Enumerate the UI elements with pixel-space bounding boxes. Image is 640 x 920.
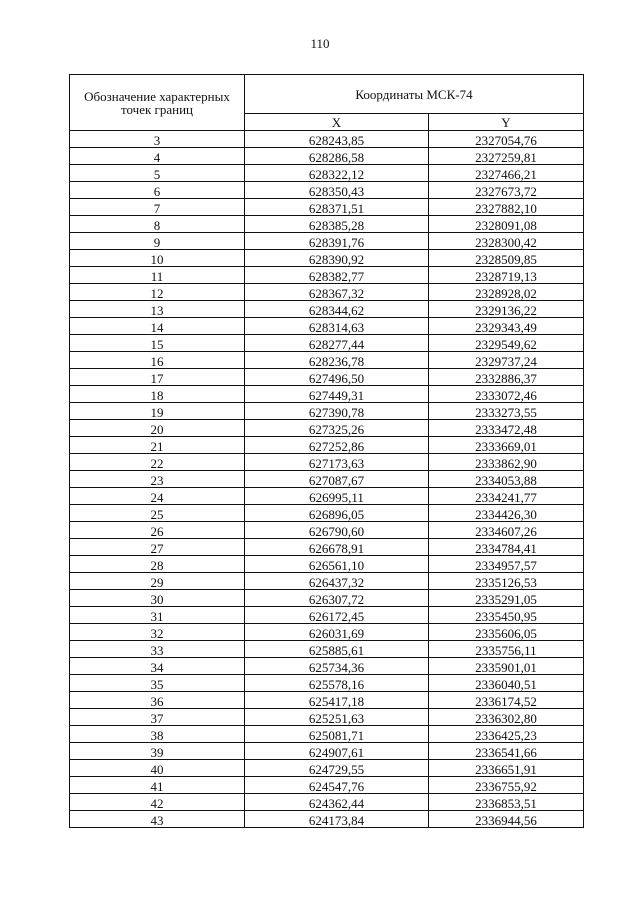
point-id-cell: 37	[70, 709, 245, 726]
table-row	[70, 454, 584, 471]
point-id-cell: 10	[70, 250, 245, 267]
y-coordinate-cell: 2333072,46	[429, 386, 584, 403]
y-coordinate-cell: 2336651,91	[429, 760, 584, 777]
table-row	[70, 403, 584, 420]
y-coordinate-cell: 2333862,90	[429, 454, 584, 471]
table-row	[70, 743, 584, 760]
y-coordinate-cell: 2336944,56	[429, 811, 584, 828]
y-coordinate-cell: 2327673,72	[429, 182, 584, 199]
x-coordinate-cell: 626995,11	[245, 488, 429, 505]
header-x: X	[245, 114, 429, 131]
y-coordinate-cell: 2327259,81	[429, 148, 584, 165]
x-coordinate-cell: 628350,43	[245, 182, 429, 199]
table-row	[70, 641, 584, 658]
table-row	[70, 675, 584, 692]
y-coordinate-cell: 2336541,66	[429, 743, 584, 760]
table-row	[70, 624, 584, 641]
x-coordinate-cell: 624547,76	[245, 777, 429, 794]
point-id-cell: 25	[70, 505, 245, 522]
point-id-cell: 4	[70, 148, 245, 165]
table-row	[70, 284, 584, 301]
point-id-cell: 5	[70, 165, 245, 182]
point-id-cell: 3	[70, 131, 245, 148]
table-row	[70, 658, 584, 675]
y-coordinate-cell: 2329549,62	[429, 335, 584, 352]
y-coordinate-cell: 2327466,21	[429, 165, 584, 182]
table-row	[70, 386, 584, 403]
point-id-cell: 11	[70, 267, 245, 284]
y-coordinate-cell: 2328300,42	[429, 233, 584, 250]
y-coordinate-cell: 2335450,95	[429, 607, 584, 624]
x-coordinate-cell: 624173,84	[245, 811, 429, 828]
point-id-cell: 9	[70, 233, 245, 250]
x-coordinate-cell: 625081,71	[245, 726, 429, 743]
table-row	[70, 165, 584, 182]
x-coordinate-cell: 625417,18	[245, 692, 429, 709]
point-id-cell: 31	[70, 607, 245, 624]
x-coordinate-cell: 627252,86	[245, 437, 429, 454]
point-id-cell: 41	[70, 777, 245, 794]
x-coordinate-cell: 627390,78	[245, 403, 429, 420]
point-id-cell: 39	[70, 743, 245, 760]
table-body	[70, 131, 584, 828]
x-coordinate-cell: 626896,05	[245, 505, 429, 522]
table-row	[70, 216, 584, 233]
x-coordinate-cell: 625885,61	[245, 641, 429, 658]
table-row	[70, 556, 584, 573]
x-coordinate-cell: 626172,45	[245, 607, 429, 624]
y-coordinate-cell: 2327054,76	[429, 131, 584, 148]
y-coordinate-cell: 2329343,49	[429, 318, 584, 335]
y-coordinate-cell: 2329136,22	[429, 301, 584, 318]
x-coordinate-cell: 628367,32	[245, 284, 429, 301]
x-coordinate-cell: 624362,44	[245, 794, 429, 811]
table-row	[70, 233, 584, 250]
y-coordinate-cell: 2333472,48	[429, 420, 584, 437]
x-coordinate-cell: 624907,61	[245, 743, 429, 760]
y-coordinate-cell: 2335126,53	[429, 573, 584, 590]
page-number: 110	[310, 36, 330, 51]
point-id-cell: 17	[70, 369, 245, 386]
y-coordinate-cell: 2336755,92	[429, 777, 584, 794]
y-coordinate-cell: 2332886,37	[429, 369, 584, 386]
x-coordinate-cell: 628344,62	[245, 301, 429, 318]
table-row	[70, 811, 584, 828]
x-coordinate-cell: 628236,78	[245, 352, 429, 369]
x-coordinate-cell: 628243,85	[245, 131, 429, 148]
point-id-cell: 29	[70, 573, 245, 590]
point-id-cell: 40	[70, 760, 245, 777]
point-id-cell: 24	[70, 488, 245, 505]
y-coordinate-cell: 2336040,51	[429, 675, 584, 692]
point-id-cell: 30	[70, 590, 245, 607]
table-row	[70, 131, 584, 148]
table-row	[70, 539, 584, 556]
y-coordinate-cell: 2333273,55	[429, 403, 584, 420]
x-coordinate-cell: 628277,44	[245, 335, 429, 352]
y-coordinate-cell: 2336174,52	[429, 692, 584, 709]
point-id-cell: 36	[70, 692, 245, 709]
point-id-cell: 34	[70, 658, 245, 675]
table-row	[70, 692, 584, 709]
y-coordinate-cell: 2334607,26	[429, 522, 584, 539]
x-coordinate-cell: 626437,32	[245, 573, 429, 590]
table-row	[70, 318, 584, 335]
point-id-cell: 16	[70, 352, 245, 369]
x-coordinate-cell: 628382,77	[245, 267, 429, 284]
table-row	[70, 420, 584, 437]
y-coordinate-cell: 2334957,57	[429, 556, 584, 573]
table-row	[70, 437, 584, 454]
coordinates-table	[69, 74, 584, 828]
x-coordinate-cell: 627173,63	[245, 454, 429, 471]
point-id-cell: 27	[70, 539, 245, 556]
x-coordinate-cell: 625734,36	[245, 658, 429, 675]
y-coordinate-cell: 2336302,80	[429, 709, 584, 726]
table-row	[70, 148, 584, 165]
point-id-cell: 7	[70, 199, 245, 216]
table-row	[70, 250, 584, 267]
x-coordinate-cell: 628314,63	[245, 318, 429, 335]
table-row	[70, 335, 584, 352]
table-row	[70, 573, 584, 590]
table-row	[70, 760, 584, 777]
table-row	[70, 471, 584, 488]
y-coordinate-cell: 2334784,41	[429, 539, 584, 556]
y-coordinate-cell: 2335901,01	[429, 658, 584, 675]
point-id-cell: 43	[70, 811, 245, 828]
y-coordinate-cell: 2335756,11	[429, 641, 584, 658]
table-row	[70, 607, 584, 624]
header-coordinates-system: Координаты МСК-74	[245, 75, 584, 114]
y-coordinate-cell: 2336425,23	[429, 726, 584, 743]
y-coordinate-cell: 2328091,08	[429, 216, 584, 233]
point-id-cell: 20	[70, 420, 245, 437]
table-header-row	[70, 75, 584, 114]
point-id-cell: 38	[70, 726, 245, 743]
x-coordinate-cell: 628385,28	[245, 216, 429, 233]
table-row	[70, 199, 584, 216]
x-coordinate-cell: 628322,12	[245, 165, 429, 182]
point-id-cell: 21	[70, 437, 245, 454]
point-id-cell: 13	[70, 301, 245, 318]
table-row	[70, 505, 584, 522]
point-id-cell: 12	[70, 284, 245, 301]
point-id-cell: 19	[70, 403, 245, 420]
x-coordinate-cell: 626790,60	[245, 522, 429, 539]
point-id-cell: 18	[70, 386, 245, 403]
x-coordinate-cell: 626031,69	[245, 624, 429, 641]
x-coordinate-cell: 628390,92	[245, 250, 429, 267]
y-coordinate-cell: 2328719,13	[429, 267, 584, 284]
point-id-cell: 22	[70, 454, 245, 471]
table-row	[70, 301, 584, 318]
x-coordinate-cell: 627087,67	[245, 471, 429, 488]
point-id-cell: 35	[70, 675, 245, 692]
table-row	[70, 777, 584, 794]
table-row	[70, 522, 584, 539]
table-row	[70, 590, 584, 607]
table-row	[70, 369, 584, 386]
x-coordinate-cell: 625251,63	[245, 709, 429, 726]
y-coordinate-cell: 2329737,24	[429, 352, 584, 369]
x-coordinate-cell: 626307,72	[245, 590, 429, 607]
x-coordinate-cell: 624729,55	[245, 760, 429, 777]
y-coordinate-cell: 2328928,02	[429, 284, 584, 301]
point-id-cell: 15	[70, 335, 245, 352]
y-coordinate-cell: 2334053,88	[429, 471, 584, 488]
x-coordinate-cell: 627496,50	[245, 369, 429, 386]
x-coordinate-cell: 628286,58	[245, 148, 429, 165]
x-coordinate-cell: 625578,16	[245, 675, 429, 692]
table-row	[70, 709, 584, 726]
point-id-cell: 6	[70, 182, 245, 199]
point-id-cell: 28	[70, 556, 245, 573]
x-coordinate-cell: 626678,91	[245, 539, 429, 556]
x-coordinate-cell: 626561,10	[245, 556, 429, 573]
y-coordinate-cell: 2327882,10	[429, 199, 584, 216]
table-row	[70, 182, 584, 199]
table-row	[70, 726, 584, 743]
y-coordinate-cell: 2328509,85	[429, 250, 584, 267]
table-row	[70, 267, 584, 284]
table-row	[70, 794, 584, 811]
y-coordinate-cell: 2336853,51	[429, 794, 584, 811]
y-coordinate-cell: 2334241,77	[429, 488, 584, 505]
y-coordinate-cell: 2335606,05	[429, 624, 584, 641]
table-row	[70, 488, 584, 505]
point-id-cell: 14	[70, 318, 245, 335]
point-id-cell: 23	[70, 471, 245, 488]
header-y: Y	[429, 114, 584, 131]
y-coordinate-cell: 2335291,05	[429, 590, 584, 607]
x-coordinate-cell: 628371,51	[245, 199, 429, 216]
point-id-cell: 42	[70, 794, 245, 811]
y-coordinate-cell: 2333669,01	[429, 437, 584, 454]
point-id-cell: 8	[70, 216, 245, 233]
x-coordinate-cell: 627325,26	[245, 420, 429, 437]
point-id-cell: 26	[70, 522, 245, 539]
x-coordinate-cell: 627449,31	[245, 386, 429, 403]
x-coordinate-cell: 628391,76	[245, 233, 429, 250]
header-boundary-points: Обозначение характерных точек границ	[70, 75, 245, 131]
y-coordinate-cell: 2334426,30	[429, 505, 584, 522]
point-id-cell: 33	[70, 641, 245, 658]
table-row	[70, 352, 584, 369]
point-id-cell: 32	[70, 624, 245, 641]
